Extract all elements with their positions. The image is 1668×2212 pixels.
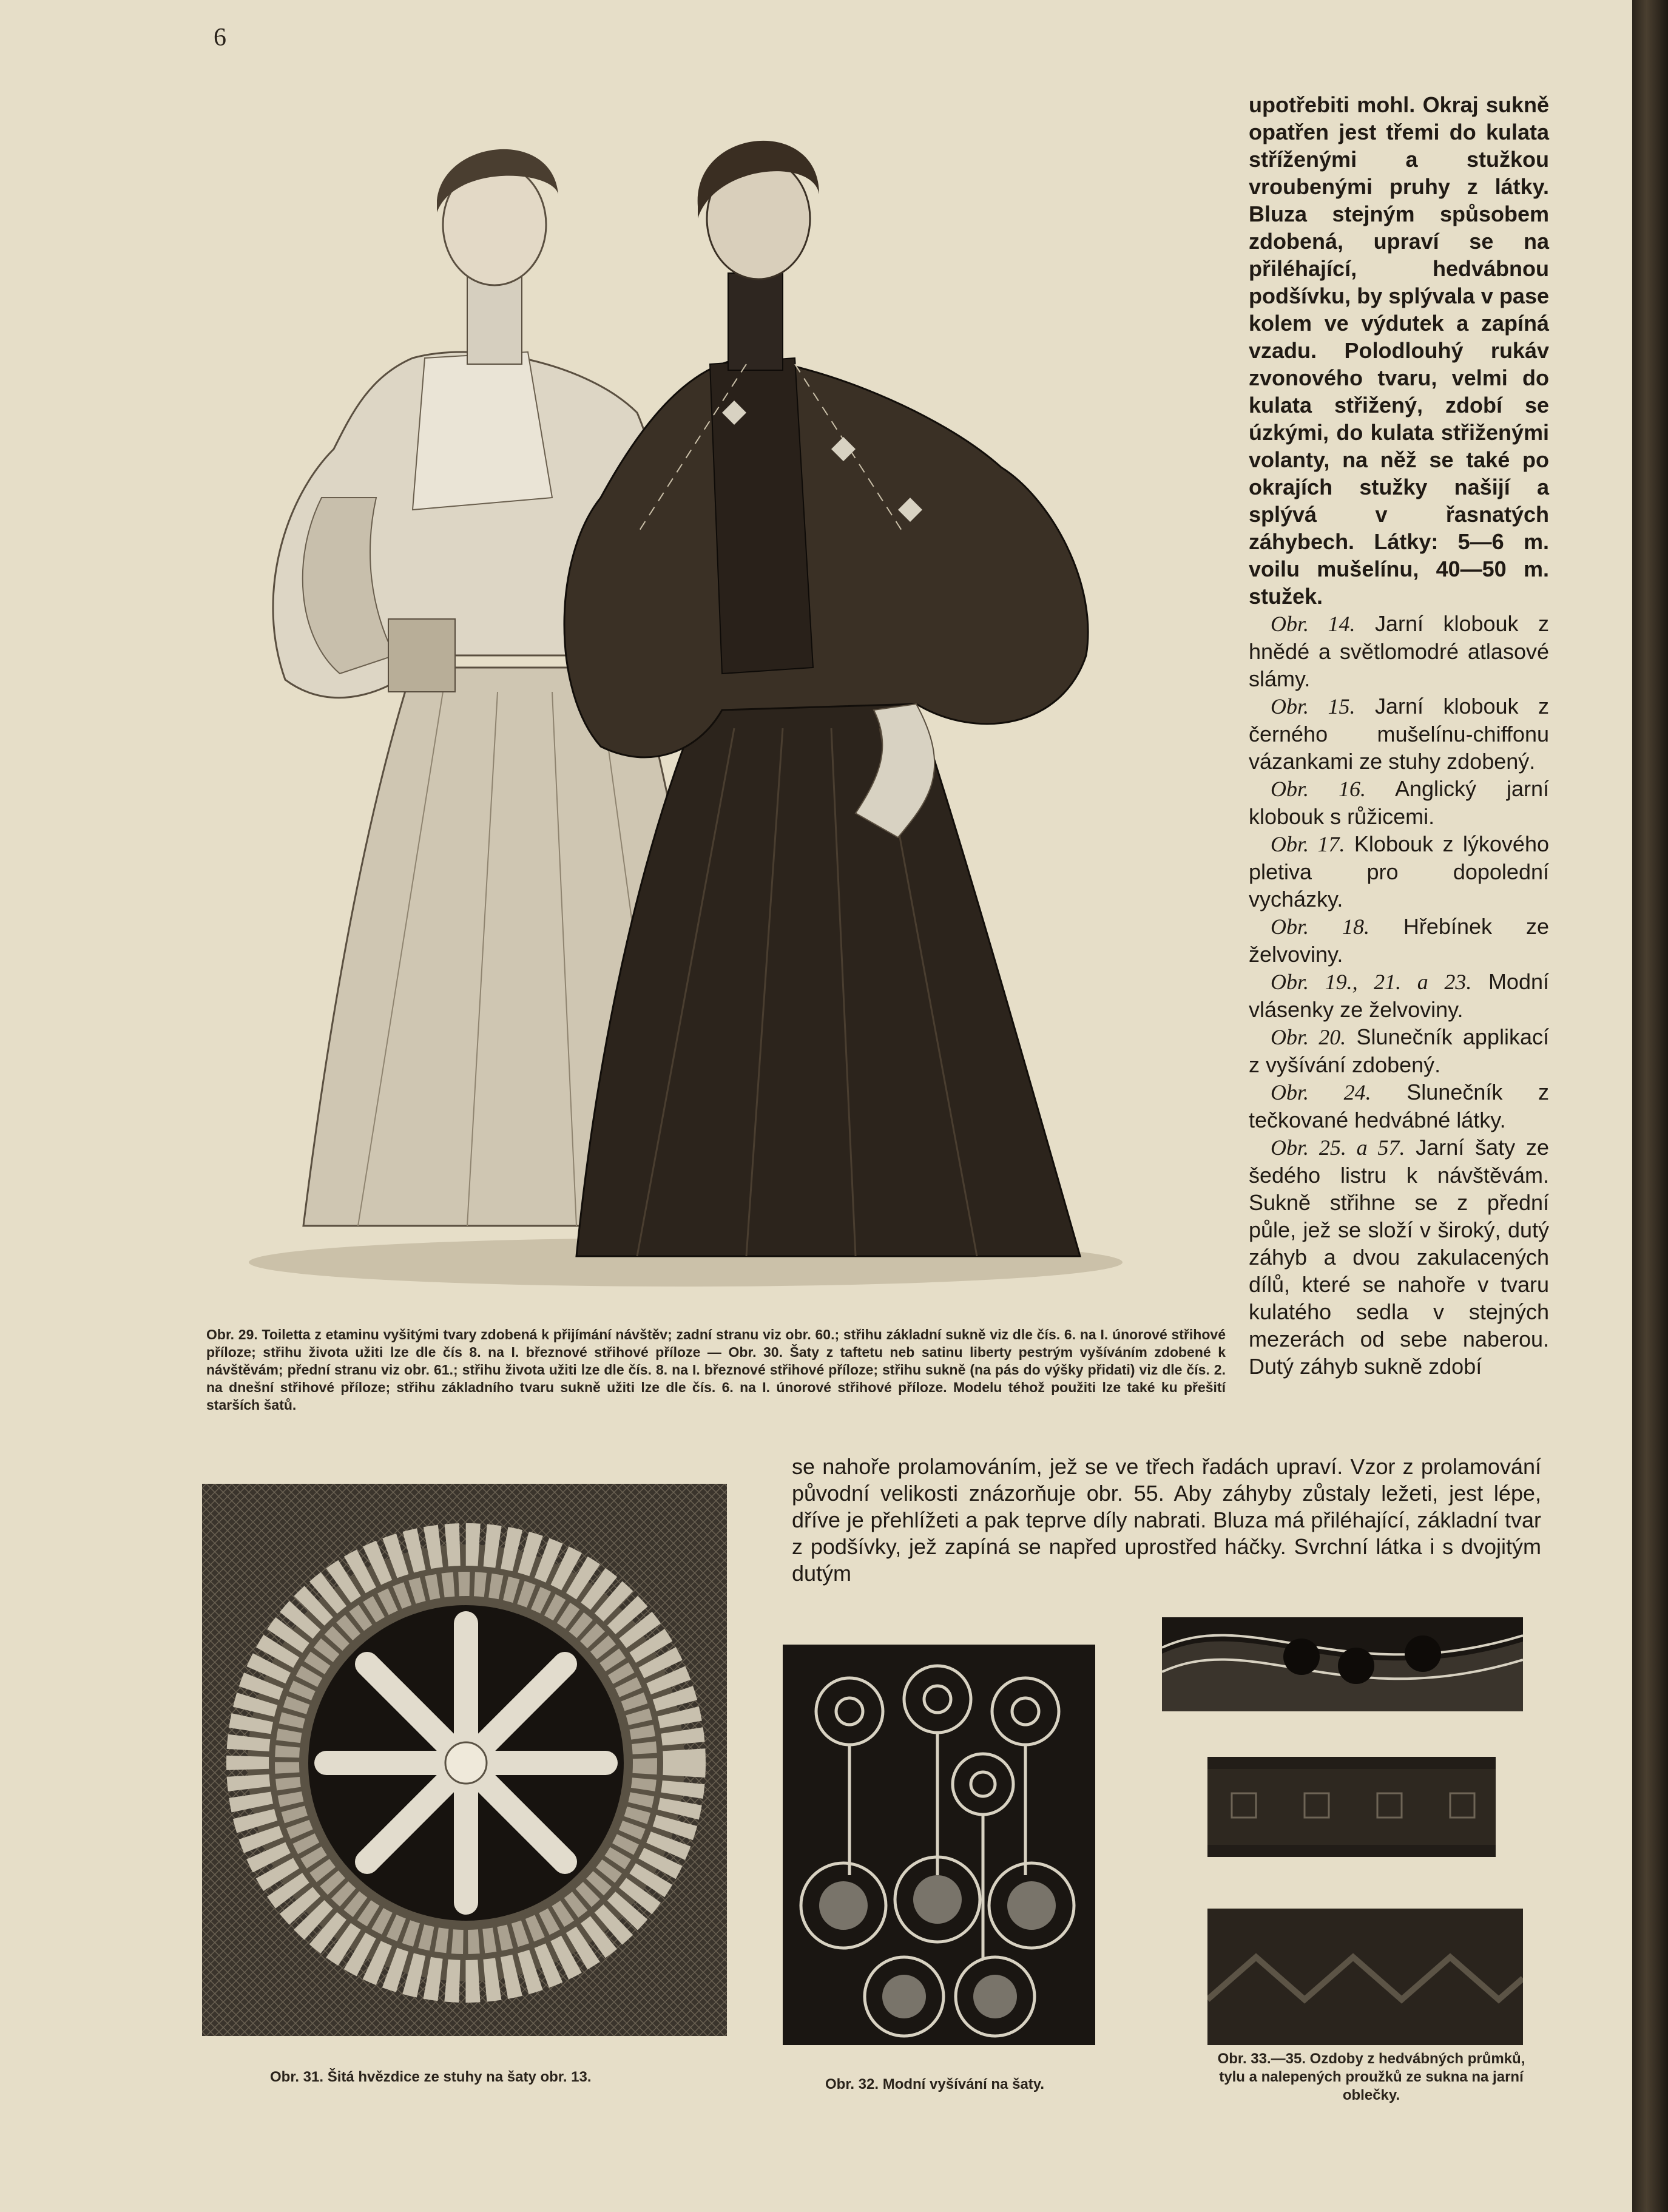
binding-edge: [1632, 0, 1668, 2212]
figure-lace-embroidery: [783, 1645, 1095, 2045]
figure-trim-band-2: [1207, 1909, 1523, 2045]
column-entry: Obr. 17. Klobouk z lýkového pletiva pro dopolední vycházky.: [1249, 831, 1549, 912]
fashion-illustration: [212, 73, 1220, 1299]
body-text-continued: [792, 1453, 1541, 1587]
figure-caption-main: Obr. 29. Toiletta z etaminu vyšitými tvary zdobená k přijímání návštěv; zadní stranu viz obr. 60.; střihu základní sukně viz dle čís. 6. na I. únorové střihové příloze; střihu života užiti lze dle čís 8. na I. březnové střihové příloze — Obr. 30. Šaty z taftetu neb satinu liberty pestrým vyšíváním zdobené k návštěvám; přední stranu viz obr. 61.; střihu života užiti lze dle čís. 8. na I. březnové střihové příloze; střihu sukně (na pás do výšky přidati) viz dle čís. 2. na dnešní střihové příloze; střihu základního tvaru sukně užiti lze dle čís. 6. na I. únorové střihové příloze. Modelu téhož použiti lze také ku přešití starších šatů.: [206, 1327, 1226, 1413]
band-zigzag-icon: [1207, 1909, 1523, 2045]
column-entry: Obr. 24. Slunečník z tečkované hedvábné látky.: [1249, 1080, 1549, 1132]
column-entry: Obr. 15. Jarní klobouk z černého mušelínu-chiffonu vázankami ze stuhy zdobený.: [1249, 694, 1549, 774]
page-number: 6: [214, 24, 226, 52]
caption-embroidery: Obr. 32. Modní vyšívání na šaty.: [825, 2076, 1045, 2092]
caption-star: Obr. 31. Šitá hvězdice ze stuhy na šaty obr. 13.: [270, 2069, 592, 2085]
band-pattern-icon: [1207, 1757, 1496, 1857]
figure-trim-band-1: [1207, 1757, 1496, 1857]
column-entry: Obr. 14. Jarní klobouk z hnědé a světlomodré atlasové slámy.: [1249, 611, 1549, 691]
ribbon-trim-samples-icon: [1162, 1617, 1523, 1711]
column-entry: Obr. 16. Anglický jarní klobouk s růžicemi.: [1249, 776, 1549, 829]
column-entry: Obr. 19., 21. a 23. Modní vlásenky ze želvoviny.: [1249, 969, 1549, 1022]
woman-dark-dress: [564, 141, 1088, 1256]
figure-ribbon-star: [202, 1484, 727, 2036]
column-entry: Obr. 18. Hřebínek ze želvoviny.: [1249, 914, 1549, 967]
column-entry: Obr. 25. a 57. Jarní šaty ze šedého listru k návštěvám. Sukně střihne se z přední půle, jež se složí v široký, dutý záhyb a dvou zakulacených dílů, které se nahoře v tvaru kulatého sedla v stejných mezerách od sebe naberou. Dutý záhyb sukně zdobí: [1249, 1135, 1549, 1379]
floral-lace-panel-icon: [783, 1645, 1095, 2045]
two-women-fashion-engraving-icon: [212, 73, 1220, 1299]
body-paragraph: se nahoře prolamováním, jež se ve třech řadách upraví. Vzor z prolamování původní velikosti znázorňuje obr. 55. Aby záhyby zůstaly ležeti, jest lépe, dříve je přehlížeti a pak teprve díly nabrati. Bluza má přiléhající, základní tvar z podšívky, jež zapíná se napřed uprostřed háčky. Svrchní látka i s dvojitým dutým: [792, 1454, 1541, 1586]
column-entry: Obr. 20. Slunečník applikací z vyšívání zdobený.: [1249, 1024, 1549, 1077]
caption-trims: Obr. 33.—35. Ozdoby z hedvábných průmků, tylu a nalepených proužků ze sukna na jarní oblečky.: [1217, 2051, 1525, 2103]
column-paragraph: upotřebiti mohl. Okraj sukně opatřen jest třemi do kulata stříženými a stužkou vroubenými pruhy z látky. Bluza stejným spůsobem zdobená, upraví se na přiléhající, hedvábnou podšívku, by splývala v pase kolem ve výdutek a zapíná vzadu. Polodlouhý rukáv zvonového tvaru, velmi do kulata střižený, zdobí se úzkými, do kulata střiženými volanty, na něž se také po okrajích stužky našijí a splývá v řasnatých záhybech. Látky: 5—6 m. voilu mušelínu, 40—50 m. stužek.: [1249, 92, 1549, 609]
figure-trim-lace: [1162, 1617, 1523, 1711]
right-column-text: [1249, 91, 1549, 1380]
ribbon-star-embroidery-icon: [202, 1484, 727, 2036]
